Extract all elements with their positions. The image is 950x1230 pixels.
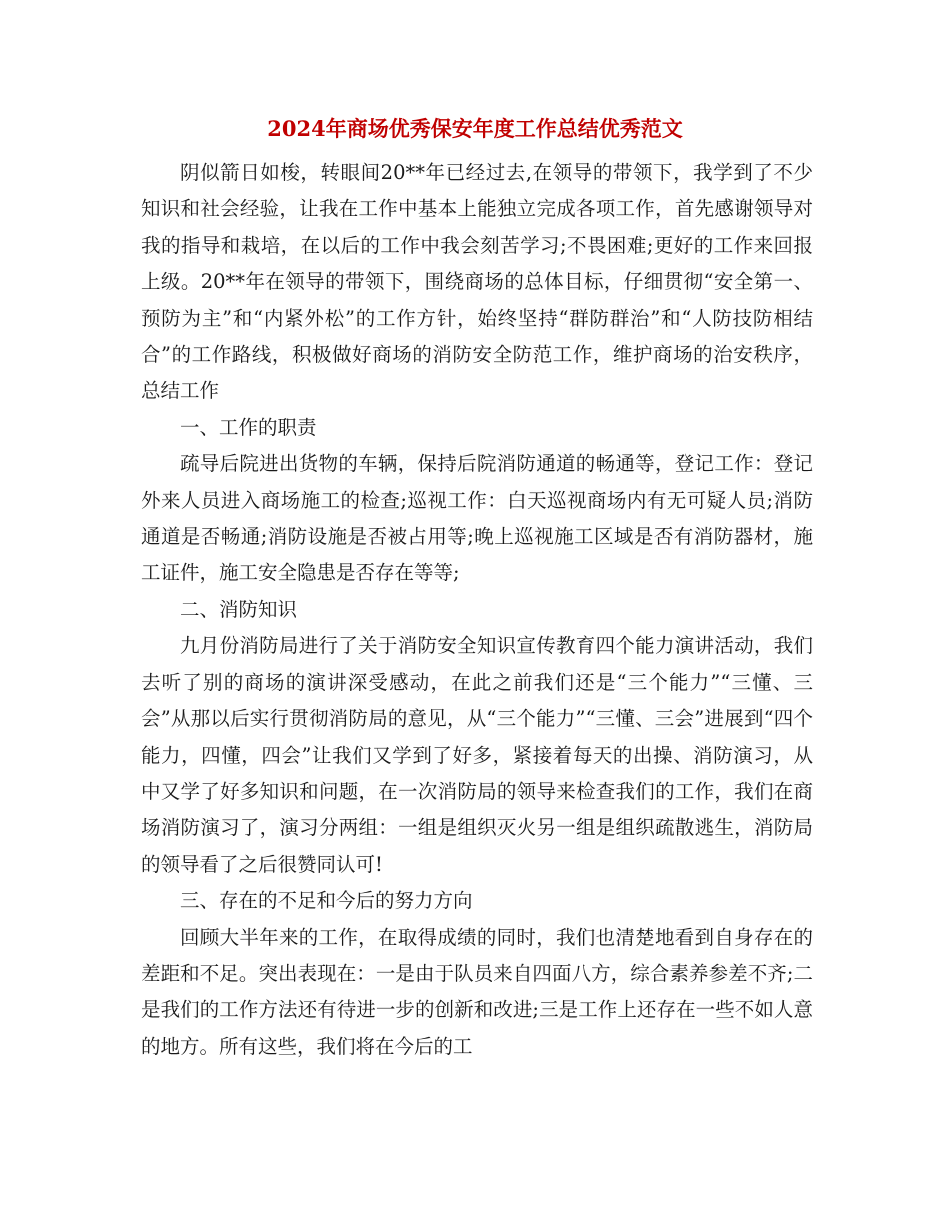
document-body xyxy=(141,155,813,1065)
paragraph-duties: 疏导后院进出货物的车辆，保持后院消防通道的畅通等，登记工作：登记外来人员进入商场施工的检查;巡视工作：白天巡视商场内有无可疑人员;消防通道是否畅通;消防设施是否被占用等;晚上巡视施工区域是否有消防器材，施工证件，施工安全隐患是否存在等等; xyxy=(141,452,813,585)
paragraph-shortcomings: 回顾大半年来的工作，在取得成绩的同时，我们也清楚地看到自身存在的差距和不足。突出表现在：一是由于队员来自四面八方，综合素养参差不齐;二是我们的工作方法还有待进一步的创新和改进;三是工作上还存在一些不如人意的地方。所有这些，我们将在今后的工 xyxy=(141,925,813,1058)
section-heading-shortcomings: 三、存在的不足和今后的努力方向 xyxy=(180,889,473,913)
paragraph-fire-knowledge: 九月份消防局进行了关于消防安全知识宣传教育四个能力演讲活动，我们去听了别的商场的演讲深受感动，在此之前我们还是“三个能力”“三懂、三会”从那以后实行贯彻消防局的意见，从“三个能力”“三懂、三会”进展到“四个能力，四懂，四会”让我们又学到了好多，紧接着每天的出操、消防演习，从中又学了好多知识和问题，在一次消防局的领导来检查我们的工作，我们在商场消防演习了，演习分两组：一组是组织灭火另一组是组织疏散逃生，消防局的领导看了之后很赞同认可! xyxy=(141,634,813,876)
section-heading-fire-knowledge: 二、消防知识 xyxy=(180,597,298,621)
section-heading-duties: 一、工作的职责 xyxy=(180,415,317,439)
document-title: 2024年商场优秀保安年度工作总结优秀范文 xyxy=(267,116,683,141)
paragraph-intro: 阴似箭日如梭，转眼间20**年已经过去,在领导的带领下，我学到了不少知识和社会经验，让我在工作中基本上能独立完成各项工作，首先感谢领导对我的指导和栽培，在以后的工作中我会刻苦学习;不畏困难;更好的工作来回报上级。20**年在领导的带领下，围绕商场的总体目标，仔细贯彻“安全第一、预防为主”和“内紧外松”的工作方针，始终坚持“群防群治”和“人防技防相结合”的工作路线，积极做好商场的消防安全防范工作，维护商场的治安秩序，总结工作 xyxy=(141,161,813,403)
